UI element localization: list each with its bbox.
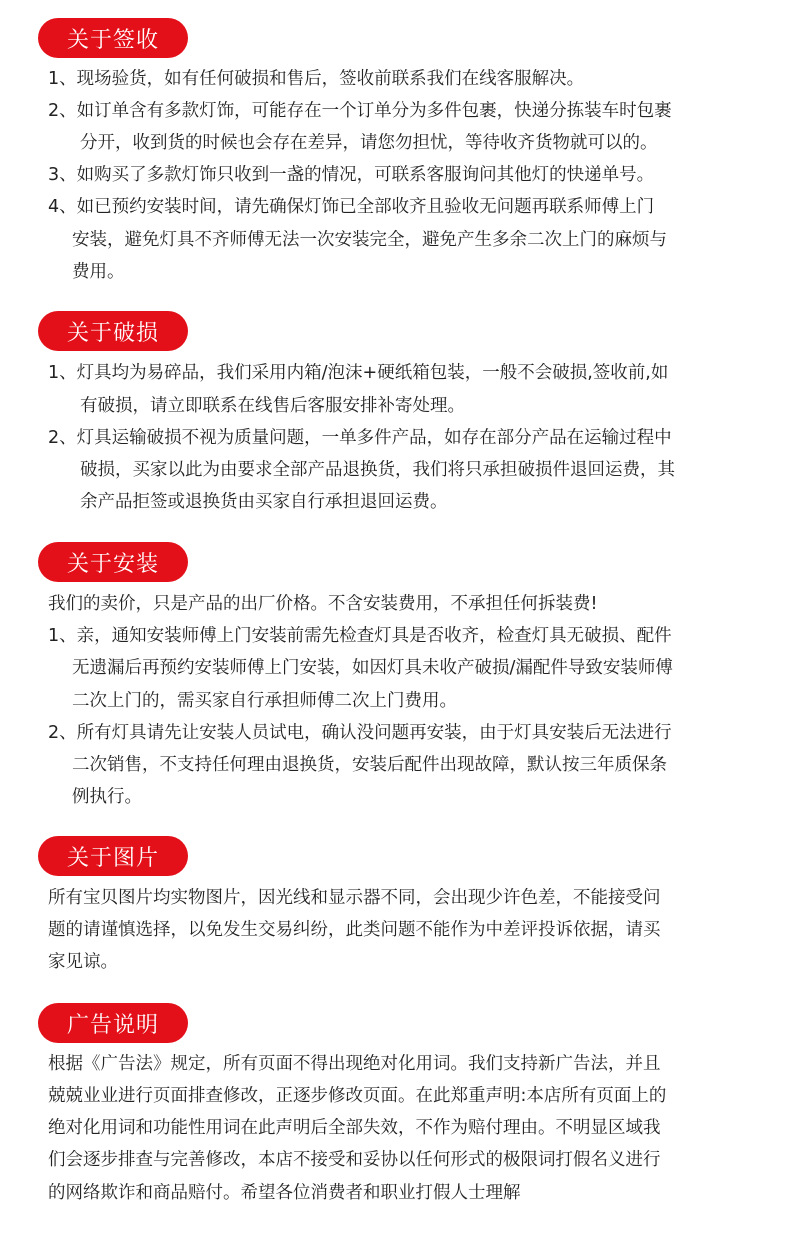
signing-line-4: 3、如购买了多款灯饰只收到一盏的情况，可联系客服询问其他灯的快递单号。 (48, 165, 655, 185)
signing-line-6: 安装，避免灯具不齐师傅无法一次安装完全，避免产生多余二次上门的麻烦与 (72, 230, 667, 250)
install-line-5: 2、所有灯具请先让安装人员试电，确认没问题再安装，由于灯具安装后无法进行 (48, 723, 672, 743)
ad-line-4: 们会逐步排查与完善修改，本店不接受和妥协以任何形式的极限词打假名义进行 (48, 1150, 661, 1170)
images-line-1: 所有宝贝图片均实物图片，因光线和显示器不同，会出现少许色差，不能接受问 (48, 888, 661, 908)
ad-line-5: 的网络欺诈和商品赔付。希望各位消费者和职业打假人士理解 (48, 1183, 521, 1203)
install-line-2: 1、亲，通知安装师傅上门安装前需先检查灯具是否收齐，检查灯具无破损、配件 (48, 626, 672, 646)
images-line-2: 题的请谨慎选择，以免发生交易纠纷，此类问题不能作为中差评投诉依据，请买 (48, 920, 661, 940)
damage-line-2: 有破损，请立即联系在线售后客服安排补寄处理。 (80, 396, 465, 416)
signing-line-1: 1、现场验货，如有任何破损和售后，签收前联系我们在线客服解决。 (48, 69, 585, 89)
signing-line-3: 分开，收到货的时候也会存在差异，请您勿担忧，等待收齐货物就可以的。 (80, 133, 658, 153)
signing-line-2: 2、如订单含有多款灯饰，可能存在一个订单分为多件包裹，快递分拣装车时包裹 (48, 101, 672, 121)
section-title-advertising: 广告说明 (38, 1003, 188, 1043)
section-title-installation: 关于安装 (38, 542, 188, 582)
install-line-7: 例执行。 (72, 787, 142, 807)
ad-line-1: 根据《广告法》规定，所有页面不得出现绝对化用词。我们支持新广告法，并且 (48, 1054, 661, 1074)
install-line-6: 二次销售，不支持任何理由退换货，安装后配件出现故障，默认按三年质保条 (72, 755, 667, 775)
signing-line-5: 4、如已预约安装时间，请先确保灯饰已全部收齐且验收无问题再联系师傅上门 (48, 197, 655, 217)
images-line-3: 家见谅。 (48, 952, 118, 972)
install-line-1: 我们的卖价，只是产品的出厂价格。不含安装费用，不承担任何拆装费! (48, 594, 598, 614)
section-title-images: 关于图片 (38, 836, 188, 876)
section-title-signing: 关于签收 (38, 18, 188, 58)
ad-line-3: 绝对化用词和功能性用词在此声明后全部失效，不作为赔付理由。不明显区域我 (48, 1118, 661, 1138)
install-line-3: 无遗漏后再预约安装师傅上门安装，如因灯具未收产破损/漏配件导致安装师傅 (72, 658, 673, 678)
install-line-4: 二次上门的，需买家自行承担师傅二次上门费用。 (72, 691, 457, 711)
signing-line-7: 费用。 (72, 262, 125, 282)
damage-line-1: 1、灯具均为易碎品，我们采用内箱/泡沫+硬纸箱包装，一般不会破损,签收前,如 (48, 363, 669, 383)
section-title-damage: 关于破损 (38, 311, 188, 351)
damage-line-3: 2、灯具运输破损不视为质量问题，一单多件产品，如存在部分产品在运输过程中 (48, 428, 672, 448)
damage-line-4: 破损，买家以此为由要求全部产品退换货，我们将只承担破损件退回运费，其 (80, 460, 675, 480)
damage-line-5: 余产品拒签或退换货由买家自行承担退回运费。 (80, 492, 448, 512)
ad-line-2: 兢兢业业进行页面排查修改，正逐步修改页面。在此郑重声明:本店所有页面上的 (48, 1086, 667, 1106)
